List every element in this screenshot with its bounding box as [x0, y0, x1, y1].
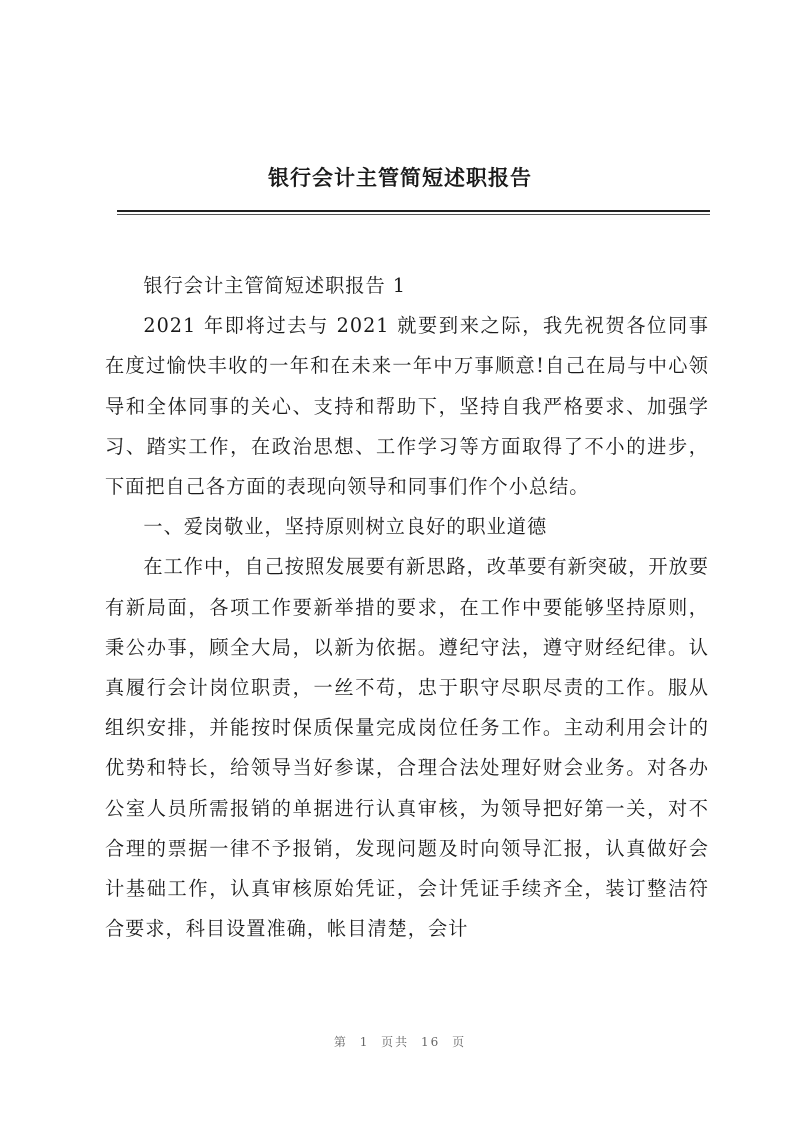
document-title: 银行会计主管简短述职报告 — [268, 166, 532, 190]
section-heading: 银行会计主管简短述职报告 1 — [143, 274, 406, 297]
paragraph: 在工作中，自己按照发展要有新思路，改革要有新突破，开放要有新局面，各项工作要新举措的要求，在工作中要能够坚持原则，秉公办事，顾全大局，以新为依据。遵纪守法，遵守财经纪律。认真履行会计岗位职责，一丝不苟，忠于职守尽职尽责的工作。服从组织安排，并能按时保质保量完成岗位任务工作。主动利用会计的优势和特长，给领导当好参谋，合理合法处理好财会业务。对各办公室人员所需报销的单据进行认真审核，为领导把好第一关，对不合理的票据一律不予报销，发现问题及时向领导汇报，认真做好会计基础工作，认真审核原始凭证，会计凭证手续齐全，装订整洁符合要求，科目设置准确，帐目清楚，会计 — [105, 555, 709, 941]
paragraph: 2021 年即将过去与 2021 就要到来之际，我先祝贺各位同事在度过愉快丰收的一年和在未来一年中万事顺意!自己在局与中心领导和全体同事的关心、支持和帮助下，坚持自我严格要求、加强学习、踏实工作，在政治思想、工作学习等方面取得了不小的进步，下面把自己各方面的表现向领导和同事们作个小总结。 — [105, 314, 709, 499]
document-body — [105, 266, 709, 949]
title-divider — [117, 210, 710, 212]
page-footer: 第 1 页共 16 页 — [333, 1035, 467, 1049]
subsection-heading: 一、爱岗敬业，坚持原则树立良好的职业道德 — [143, 515, 548, 539]
